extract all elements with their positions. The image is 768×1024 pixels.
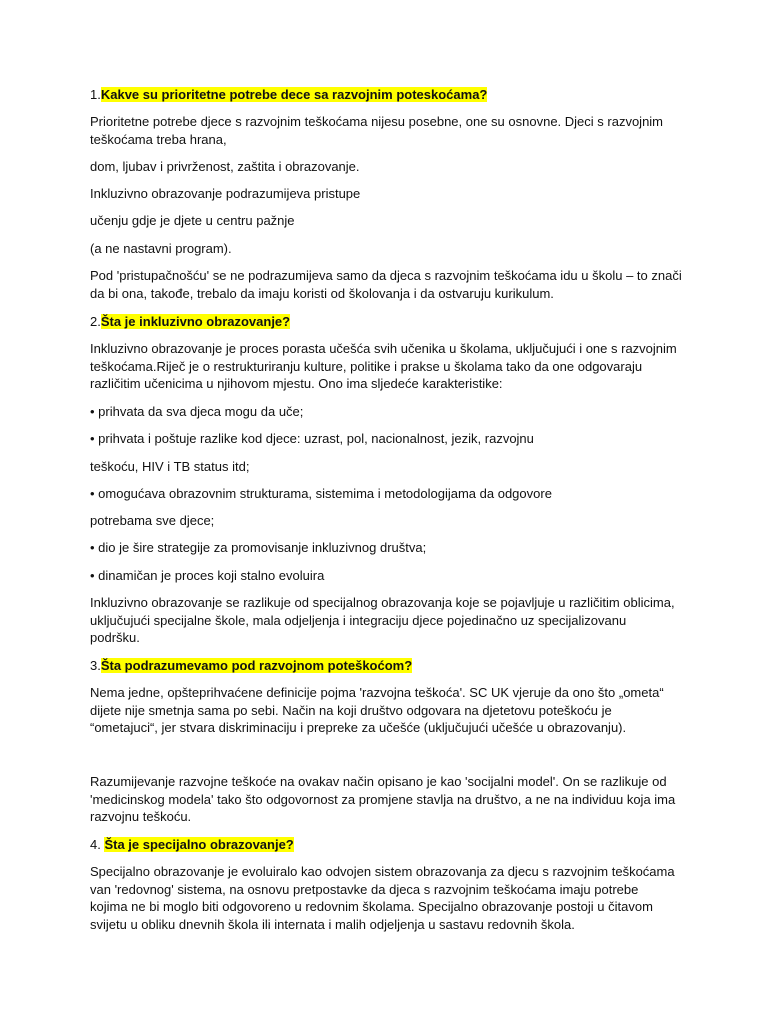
paragraph: Inkluzivno obrazovanje podrazumijeva pristupe xyxy=(90,186,361,201)
bullet-item: • dinamičan je proces koji stalno evoluira xyxy=(90,568,325,583)
question-title: Šta podrazumevamo pod razvojnom poteškoćom? xyxy=(100,658,413,673)
paragraph xyxy=(90,113,690,148)
question-title: Šta je specijalno obrazovanje? xyxy=(104,837,294,852)
text-line: Inkluzivno obrazovanje je proces porasta učešća svih učenika u školama, uključujući i one s razvojnim xyxy=(90,341,677,356)
text-line: Specijalno obrazovanje je evoluiralo kao odvojen sistem obrazovanja za djecu s razvojnim teškoćama xyxy=(90,864,675,879)
paragraph xyxy=(90,684,690,737)
question-number: 2. xyxy=(90,314,101,329)
question-title: Kakve su prioritetne potrebe dece sa razvojnim poteskoćama? xyxy=(100,87,488,102)
paragraph xyxy=(90,594,690,647)
text-line: 'medicinskog modela' tako što odgovornost za promjene stavlja na društvo, a ne na individuu koja ima xyxy=(90,791,676,807)
question-2 xyxy=(90,313,690,331)
question-number: 3. xyxy=(90,658,101,673)
question-4 xyxy=(90,836,690,854)
paragraph xyxy=(90,773,690,826)
bullet-item: • omogućava obrazovnim strukturama, sistemima i metodologijama da odgovore xyxy=(90,486,552,501)
text-line: Nema jedne, opšteprihvaćene definicije pojma 'razvojna teškoća'. SC UK vjeruje da ono što „ometa“ xyxy=(90,685,664,700)
text-line: različitim učenicima u njihovom mjestu. Ono ima sljedeće karakteristike: xyxy=(90,376,503,391)
question-title: Šta je inkluzivno obrazovanje? xyxy=(100,314,291,329)
text-line: “ometajuci“, jer stvara diskriminaciju i prepreke za učešće (uključujući učešće u obrazovanju). xyxy=(90,720,627,735)
paragraph: (a ne nastavni program). xyxy=(90,241,232,256)
text-line: Razumijevanje razvojne teškoće na ovakav način opisano je kao 'socijalni model'. On se razlikuje od xyxy=(90,774,667,789)
text-line: Pod 'pristupačnošću' se ne podrazumijeva samo da djeca s razvojnim teškoćama idu u školu – to znači xyxy=(90,268,682,283)
question-3 xyxy=(90,657,690,675)
paragraph: učenju gdje je djete u centru pažnje xyxy=(90,213,295,228)
text-line: dijete nije smetnja sama po sebi. Način na koji društvo odgovara na djetetovu poteškoću je xyxy=(90,702,612,718)
text-line: da bi ona, takođe, trebalo da imaju koristi od školovanja i da ostvaruju kurikulum. xyxy=(90,285,554,301)
bullet-continuation: potrebama sve djece; xyxy=(90,513,215,528)
text-line: Prioritetne potrebe djece s razvojnim teškoćama nijesu posebne, one su osnovne. Djeci s razvojnim xyxy=(90,114,664,129)
question-1 xyxy=(90,86,690,104)
text-line: teškoćama treba hrana, xyxy=(90,131,227,147)
bullet-item: • prihvata da sva djeca mogu da uče; xyxy=(90,404,304,419)
paragraph: dom, ljubav i privrženost, zaštita i obrazovanje. xyxy=(90,159,360,174)
paragraph xyxy=(90,863,690,933)
text-line: van 'redovnog' sistema, na osnovu pretpostavke da djeca s razvojnim teškoćama imaju potrebe xyxy=(90,881,639,897)
paragraph xyxy=(90,267,690,302)
text-line: Inkluzivno obrazovanje se razlikuje od specijalnog obrazovanja koje se pojavljuje u različitim oblicima, xyxy=(90,595,675,610)
paragraph xyxy=(90,340,690,393)
text-line: kojima ne bi moglo biti odgovoreno u redovnim školama. Specijalno obrazovanje postoji u čitavom xyxy=(90,899,653,914)
question-number: 4. xyxy=(90,837,105,852)
bullet-continuation: teškoću, HIV i TB status itd; xyxy=(90,459,250,474)
bullet-item: • prihvata i poštuje razlike kod djece: uzrast, pol, nacionalnost, jezik, razvojnu xyxy=(90,431,534,446)
bullet-item: • dio je šire strategije za promovisanje inkluzivnog društva; xyxy=(90,540,427,555)
text-line: podršku. xyxy=(90,630,140,645)
text-line: teškoćama.Riječ je o restrukturiranju kulture, politike i prakse u školama tako da one odgovaraju xyxy=(90,358,643,374)
text-line: razvojnu teškoću. xyxy=(90,809,192,824)
text-line: uključujući specijalne škole, mala odjeljenja i integraciju djece pojedinačno uz specijalizovanu xyxy=(90,612,627,628)
text-line: svijetu u obliku dnevnih škola ili internata i malih odjeljenja u sastavu redovnih škola. xyxy=(90,916,575,932)
question-number: 1. xyxy=(90,87,101,102)
